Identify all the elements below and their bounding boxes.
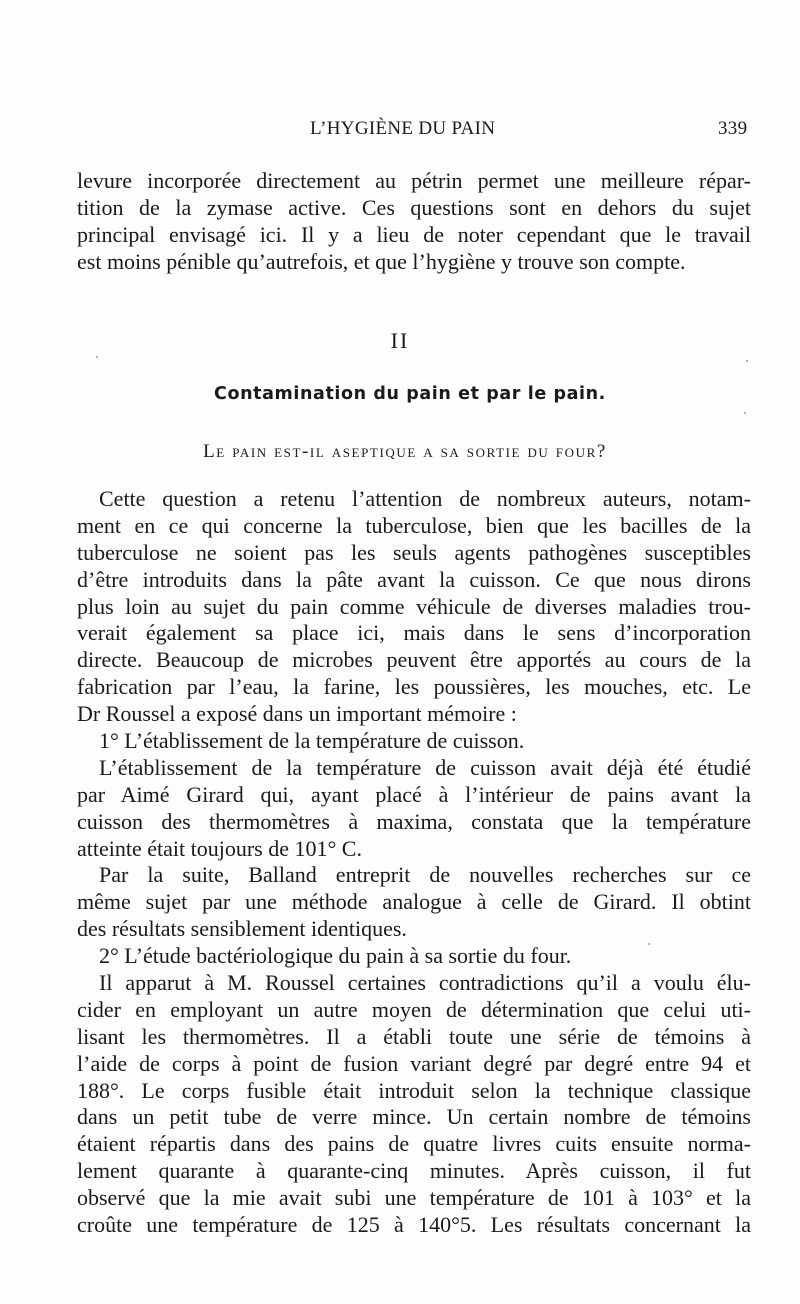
print-speck [744,412,746,414]
text-line: est moins pénible qu’autrefois, et que l’hygiène y trouve son compte. [77,248,686,274]
text-line: lisant les thermomètres. Il a établi toute une série de témoins à [77,1023,751,1049]
page-number: 339 [718,118,748,139]
text-line: 188°. Le corps fusible était introduit selon la technique classique [77,1077,751,1103]
text-line: L’établissement de la température de cuisson avait déjà été étudié [99,754,751,780]
text-line: même sujet par une méthode analogue à celle de Girard. Il obtint [77,889,751,915]
text-line: levure incorporée directement au pétrin permet une meilleure répar- [77,168,751,193]
text-line: cider en employant un autre moyen de détermination que celui uti- [77,996,751,1022]
text-line: croûte une température de 125 à 140°5. Les résultats concernant la [77,1212,751,1238]
body-text [77,486,751,1239]
text-line: 1° L’établissement de la température de cuisson. [99,728,525,754]
text-line: tuberculose ne soient pas les seuls agents pathogènes susceptibles [77,539,751,565]
text-line: 2° L’étude bactériologique du pain à sa sortie du four. [99,943,572,969]
text-line: principal envisagé ici. Il y a lieu de noter cependant que le travail [77,221,751,247]
section-title: Contamination du pain et par le pain. [214,384,606,404]
running-title: L’HYGIÈNE DU PAIN [310,118,496,139]
text-line: lement quarante à quarante-cinq minutes. Après cuisson, il fut [77,1158,751,1184]
text-line: plus loin au sujet du pain comme véhicule de diverses maladies trou- [77,593,751,619]
section-numeral: II [390,328,410,353]
text-line: ment en ce qui concerne la tuberculose, bien que les bacilles de la [77,512,751,538]
text-line: l’aide de corps à point de fusion variant degré par degré entre 94 et [77,1050,751,1076]
text-line: observé que la mie avait subi une température de 101 à 103° et la [77,1185,751,1211]
section-subheading: Le pain est-il aseptique a sa sortie du four? [203,441,607,462]
top-paragraph [77,168,751,276]
text-line: verait également sa place ici, mais dans le sens d’incorporation [77,620,751,646]
text-line: des résultats sensiblement identiques. [77,916,407,942]
text-line: atteinte était toujours de 101° C. [77,835,362,861]
running-head [0,118,800,144]
text-line: Cette question a retenu l’attention de nombreux auteurs, notam- [99,486,751,511]
text-line: dans un petit tube de verre mince. Un certain nombre de témoins [77,1104,751,1130]
text-line: cuisson des thermomètres à maxima, constata que la température [77,808,751,834]
text-line: par Aimé Girard qui, ayant placé à l’intérieur de pains avant la [77,781,751,807]
print-speck [746,360,748,362]
text-line: étaient répartis dans des pains de quatre livres cuits ensuite norma- [77,1131,751,1157]
text-line: directe. Beaucoup de microbes peuvent être apportés au cours de la [77,647,751,673]
text-line: tition de la zymase active. Ces questions sont en dehors du sujet [77,194,751,220]
text-line: Dr Roussel a exposé dans un important mémoire : [77,701,517,727]
text-line: Par la suite, Balland entreprit de nouvelles recherches sur ce [99,862,751,888]
text-line: fabrication par l’eau, la farine, les poussières, les mouches, etc. Le [77,674,751,700]
print-speck [96,356,98,358]
text-line: Il apparut à M. Roussel certaines contradictions qu’il a voulu élu- [99,970,751,996]
text-line: d’être introduits dans la pâte avant la cuisson. Ce que nous dirons [77,566,751,592]
print-speck [648,943,650,945]
